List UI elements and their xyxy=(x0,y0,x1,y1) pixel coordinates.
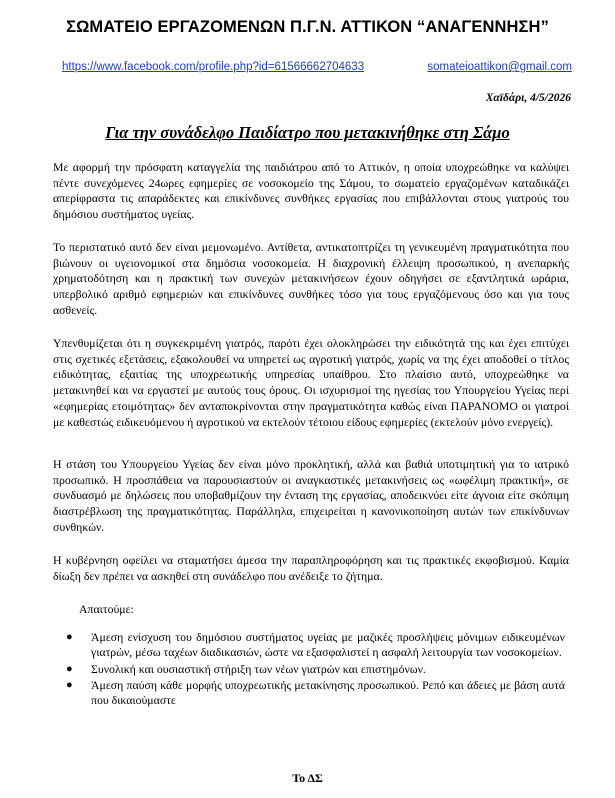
bullet-icon: ● xyxy=(66,678,73,691)
paragraph-5: Η κυβέρνηση οφείλει να σταματήσει άμεσα την παραπληροφόρηση και τις πρακτικές εκφοβισμού. Καμία δίωξη δεν πρέπει να ασκηθεί στη συνάδελφο που ανέδειξε το ζήτημα. xyxy=(53,553,569,583)
demand-item xyxy=(58,662,565,677)
document-date: Χαϊδάρι, 4/5/2026 xyxy=(485,92,571,104)
demands-list xyxy=(58,630,565,709)
paragraph-1: Με αφορμή την πρόσφατη καταγγελία της παιδιάτρου από το Αττικόν, η οποία υποχρεώθηκε να καλύψει πέντε συνεχόμενες 24ωρες εφημερίες σε νοσοκομείο της Σάμου, το σωματείο εργαζομένων καταδικάζει απερίφραστα τις απαράδεκτες και επικίνδυνες συνθήκες εργασίας που επιβάλλονται στους γιατρούς του δημόσιου συστήματος υγείας. xyxy=(53,160,569,222)
organization-title: ΣΩΜΑΤΕΙΟ ΕΡΓΑΖΟΜΕΝΩΝ Π.Γ.Ν. ΑΤΤΙΚΟΝ “ΑΝΑΓΕΝΝΗΣΗ” xyxy=(66,18,549,36)
demand-text: Άμεση ενίσχυση του δημόσιου συστήματος υγείας με μαζικές προσλήψεις μόνιμων ειδικευμένων γιατρών, μέσω ταχέων διαδικασιών, ώστε να εξασφαλιστεί η ασφαλή λειτουργία των νοσοκομείων. xyxy=(91,630,565,660)
demand-item xyxy=(58,678,565,709)
demand-item xyxy=(58,630,565,661)
paragraph-2: Το περιστατικό αυτό δεν είναι μεμονωμένο. Αντίθετα, αντικατοπτρίζει τη γενικευμένη πραγματικότητα που βιώνουν οι υγειονομικοί στα δημόσια νοσοκομεία. Η διαχρονική έλλειψη προσωπικού, η ανεπαρκής χρηματοδότηση και η πρακτική των συνεχών μετακινήσεων έχουν οδηγήσει σε εξαντλητικά ωράρια, υπερβολικό αριθμό εφημεριών και επικίνδυνες συνθήκες τόσο για τους εργαζόμενους όσο και για τους ασθενείς. xyxy=(53,240,569,317)
demands-intro: Απαιτούμε: xyxy=(79,602,134,616)
announcement-headline: Για την συνάδελφο Παιδίατρο που μετακινήθηκε στη Σάμο xyxy=(105,123,510,142)
demand-text: Άμεση παύση κάθε μορφής υποχρεωτικής μετακίνησης προσωπικού. Ρεπό και άδειες με βάση αυτά που δικαιούμαστε xyxy=(91,677,565,708)
bullet-icon: ● xyxy=(66,631,73,643)
demand-text: Συνολική και ουσιαστική στήριξη των νέων γιατρών και επιστημόνων. xyxy=(91,661,426,676)
paragraph-4: Η στάση του Υπουργείου Υγείας δεν είναι μόνο προκλητική, αλλά και βαθιά υποτιμητική για το ιατρικό προσωπικό. Η προσπάθεια να παρουσιαστούν οι αναγκαστικές μετακινήσεις ως «ωφέλιμη πρακτική», σε συνδυασμό με δηλώσεις που υποβαθμίζουν την ένταση της εργασίας, αποδεικνύει είτε άγνοια είτε σκόπιμη διαστρέβλωση της πραγματικότητας. Παράλληλα, επιχειρείται η κανονικοποίηση αυτών των επικίνδυνων συνθηκών. xyxy=(53,457,569,534)
paragraph-3: Υπενθυμίζεται ότι η συγκεκριμένη γιατρός, παρότι έχει ολοκληρώσει την ειδικότητά της και έχει επιτύχει στις σχετικές εξετάσεις, εξακολουθεί να υπηρετεί ως αγροτική γιατρός, χωρίς να της έχει αποδοθεί ο τίτλος ειδικότητας, εξαιτίας της υποχρεωτικής υπηρεσίας υπαίθρου. Στο πλαίσιο αυτό, υποχρεώθηκε να μετακινηθεί και να εργαστεί με αυτούς τους όρους. Οι ισχυρισμοί της ηγεσίας του Υπουργείου Υγείας περί «εφημερίας ετοιμότητας» δεν ανταποκρίνονται στην πραγματικότητα καθώς είναι ΠΑΡΑΝΟΜΟ οι γιατροί με καθεστώς ειδικευόμενου ή αγροτικού να εκτελούν τέτοιου είδους εφημερίες (εκτελούν μόνο ενεργείς). xyxy=(53,336,569,429)
contact-links xyxy=(62,61,572,77)
bullet-icon: ● xyxy=(66,662,73,675)
signature: Το ΔΣ xyxy=(292,771,323,785)
facebook-link[interactable]: https://www.facebook.com/profile.php?id=61566662704633 xyxy=(62,61,365,73)
email-link[interactable]: somateioattikon@gmail.com xyxy=(427,61,572,73)
